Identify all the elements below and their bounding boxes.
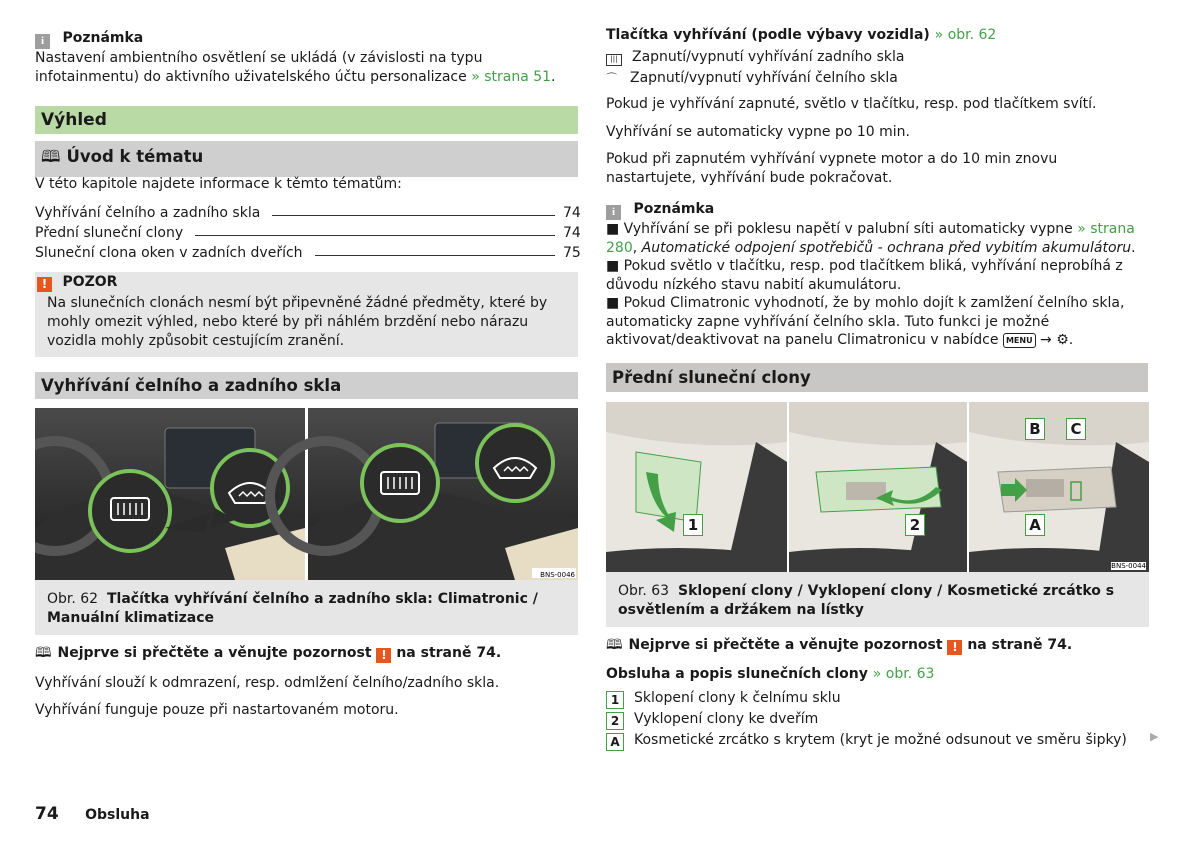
front-heating-item: ⌒ Zapnutí/vypnutí vyhřívání čelního skla: [606, 70, 898, 86]
info-icon: i: [35, 34, 50, 49]
list-item: A Kosmetické zrcátko s krytem (kryt je možné odsunout ve směru šipky): [606, 730, 1127, 751]
menu-key-icon: MENU: [1003, 333, 1036, 348]
heating-heading: Vyhřívání čelního a zadního skla: [35, 372, 578, 399]
figure-code: BNS-0046: [540, 571, 575, 579]
book-icon: 🕮: [35, 645, 52, 661]
ops-heading: Obsluha a popis slunečních clony » obr. 63: [606, 666, 935, 682]
read-first-right: 🕮 Nejprve si přečtěte a věnujte pozornost ! na straně 74.: [606, 637, 1073, 654]
buttons-heading: Tlačítka vyhřívání (podle výbavy vozidla) » obr. 62: [606, 27, 997, 43]
intro-heading: 🕮 Úvod k tématu: [35, 141, 578, 177]
book-icon: 🕮: [606, 637, 623, 653]
windshield-heating-icon: ⌒: [606, 72, 617, 85]
list-item: 1 Sklopení clony k čelnímu sklu: [606, 688, 1127, 709]
warning-box: ! POZOR Na slunečních clonách nesmí být připevněné žádné předměty, které by mohly omezit výhled, nebo které by při náhlém brzdění nebo nárazu vozidla mohly způsobit cestujícím zranění.: [35, 272, 578, 357]
footer-section: Obsluha: [85, 807, 150, 823]
book-icon: 🕮: [41, 147, 61, 166]
dashboard-illustration: [35, 408, 578, 580]
toc-row[interactable]: Sluneční clona oken v zadních dveřích 75: [35, 245, 581, 261]
continue-arrow-icon[interactable]: ▶: [1150, 730, 1159, 743]
figure-code: BNS-0044: [1111, 562, 1146, 570]
rear-window-heating-icon: |||: [606, 54, 622, 66]
toc: [35, 201, 579, 261]
page-footer: [35, 804, 150, 824]
toc-row[interactable]: Přední sluneční clony 74: [35, 225, 581, 241]
figure-62-image: [35, 408, 578, 580]
link-obr-62[interactable]: » obr. 62: [934, 27, 997, 43]
note-ambient: i Poznámka Nastavení ambientního osvětlení se ukládá (v závislosti na typu infotainmentu) do aktivního uživatelského účtu personalizace » strana 51.: [35, 30, 556, 85]
link-strana-280[interactable]: » strana 280: [606, 221, 1135, 256]
link-strana-51[interactable]: » strana 51: [471, 69, 552, 85]
read-first-left: 🕮 Nejprve si přečtěte a věnujte pozornost ! na straně 74.: [35, 645, 502, 662]
settings-icon: ⚙: [1056, 332, 1069, 348]
intro-text: V této kapitole najdete informace k těmto tématům:: [35, 176, 402, 192]
paragraph: Vyhřívání se automaticky vypne po 10 min.: [606, 124, 910, 140]
section-title-vyhled: Výhled: [35, 106, 578, 134]
info-icon: i: [606, 205, 621, 220]
paragraph: Vyhřívání funguje pouze při nastartovaném motoru.: [35, 702, 399, 718]
link-strana-74[interactable]: na straně 74.: [967, 637, 1073, 653]
image-label-b: B: [1025, 418, 1045, 440]
note-heating: i Poznámka ■ Vyhřívání se při poklesu napětí v palubní síti automaticky vypne » strana 280, Automatické odpojení spotřebičů - ochrana před vybitím akumulátoru. ■ Pokud světlo v tlačítku, resp. pod tlačítkem bliká, vyhřívání neprobíhá z důvodu nízkého stavu nabití akumulátoru. ■ Pokud Climatronic vyhodnotí, že by mohlo dojít k zamlžení čelního skla, automaticky zapne vyhřívání čelního skla. Tuto funkci je možné aktivovat/deaktivovat na panelu Climatronicu v nabídce MENU → ⚙.: [606, 201, 1136, 348]
paragraph: Pokud při zapnutém vyhřívání vypnete motor a do 10 min znovu nastartujete, vyhřívání bude pokračovat.: [606, 151, 1058, 186]
paragraph: Vyhřívání slouží k odmrazení, resp. odmlžení čelního/zadního skla.: [35, 675, 500, 691]
list-item: 2 Vyklopení clony ke dveřím: [606, 709, 1127, 730]
rear-heating-item: ||| Zapnutí/vypnutí vyhřívání zadního skla: [606, 49, 904, 66]
image-label-a: A: [1025, 514, 1045, 536]
warning-icon: !: [376, 648, 391, 663]
paragraph: Pokud je vyhřívání zapnuté, světlo v tlačítku, resp. pod tlačítkem svítí.: [606, 96, 1097, 112]
image-label-2: 2: [905, 514, 925, 536]
warning-icon: !: [37, 277, 52, 292]
image-label-1: 1: [683, 514, 703, 536]
link-strana-74[interactable]: na straně 74.: [396, 645, 502, 661]
figure-62-caption: Obr. 62 Tlačítka vyhřívání čelního a zadního skla: Climatronic / Manuální klimatizace: [35, 580, 578, 635]
toc-row[interactable]: Vyhřívání čelního a zadního skla 74: [35, 205, 581, 221]
figure-63-caption: Obr. 63 Sklopení clony / Vyklopení clony / Kosmetické zrcátko s osvětlením a držákem na lístky: [606, 572, 1149, 627]
figure-63-image: [606, 402, 1149, 572]
ops-list: [606, 688, 1127, 751]
link-obr-63[interactable]: » obr. 63: [872, 666, 935, 682]
warning-icon: !: [947, 640, 962, 655]
image-label-c: C: [1066, 418, 1086, 440]
visors-heading: Přední sluneční clony: [606, 363, 1148, 392]
page-number: 74: [35, 804, 59, 824]
